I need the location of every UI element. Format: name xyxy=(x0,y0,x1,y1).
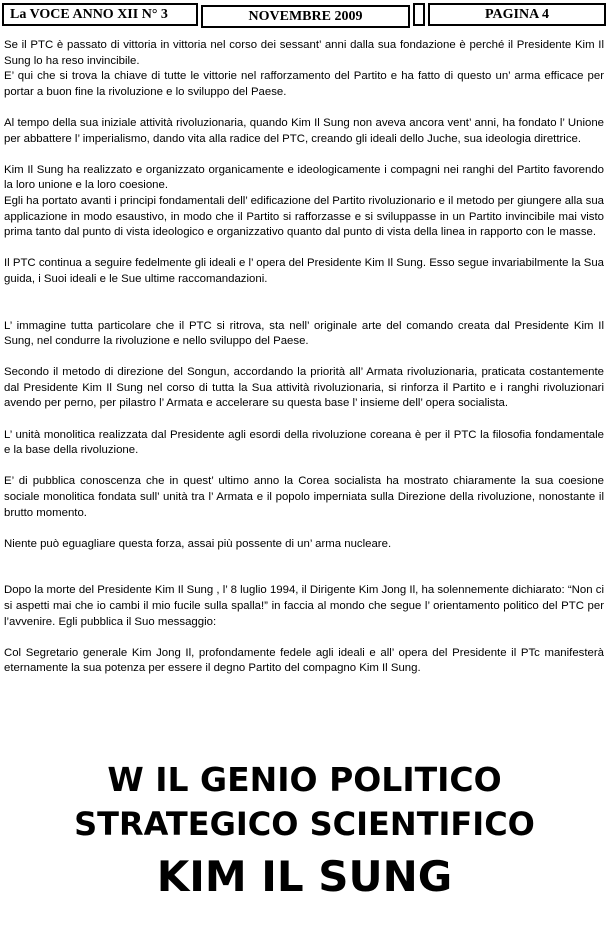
paragraph: Al tempo della sua iniziale attività rivoluzionaria, quando Kim Il Sung non aveva ancora vent’ anni, ha fondato l’ Unione per abbattere l’ imperialismo, dando vita alla radice del PTC, creando gli ideali dello Juche, sua ideologia direttrice. xyxy=(4,116,604,145)
spacer xyxy=(4,241,604,257)
spacer xyxy=(4,100,604,116)
spacer xyxy=(4,552,604,583)
page-number-label: PAGINA 4 xyxy=(428,3,606,26)
paragraph: Il PTC continua a seguire fedelmente gli ideali e l’ opera del Presidente Kim Il Sung. Esso segue invariabilmente la Sua guida, i Suoi ideali e le Sue ultime raccomandazioni. xyxy=(4,257,604,285)
paragraph: L’ immagine tutta particolare che il PTC si ritrova, sta nell’ originale arte del comando creata dal Presidente Kim Il Sung, nel condurre la rivoluzione e nello sviluppo del Paese. xyxy=(4,319,604,348)
date-label: NOVEMBRE 2009 xyxy=(201,5,410,28)
spacer xyxy=(4,459,604,475)
paragraph: Se il PTC è passato di vittoria in vittoria nel corso dei sessant’ anni dalla sua fondazione è perché il Presidente Kim Il Sung lo ha reso invincibile. xyxy=(4,39,604,67)
paragraph: E’ di pubblica conoscenza che in quest’ ultimo anno la Corea socialista ha mostrato chiaramente la sua coesione sociale monolitica fondata sull’ unità tra l’ Armata e il popolo imperniata sulla Direzione della rivoluzione, nonostante il brutto momento. xyxy=(4,475,604,519)
slogan-line-2: STRATEGICO SCIENTIFICO xyxy=(74,805,535,843)
paragraph: L’ unità monolitica realizzata dal Presidente agli esordi della rivoluzione coreana è per il PTC la filosofia fondamentale e la base della rivoluzione. xyxy=(4,428,604,457)
paragraph: Dopo la morte del Presidente Kim Il Sung , l’ 8 luglio 1994, il Dirigente Kim Jong Il, ha solennemente dichiarato: “Non ci si aspetti mai che io cambi il mio fucile sulla spalla!” in faccia al mondo che segue l’ orientamento politico del PTC per l’avvenire. Egli pubblica il Suo messaggio: xyxy=(4,584,604,628)
paragraph: Secondo il metodo di direzione del Songun, accordando la priorità all’ Armata rivoluzionaria, praticata costantemente dal Presidente Kim Il Sung nel corso di tutta la Sua attività rivoluzionaria, si rinforza il Partito e i ranghi rivoluzionari avendo per perno, per pilastro l’ Armata e accelerare su questa base l’ insieme dell’ opera socialista. xyxy=(4,366,604,410)
spacer xyxy=(4,630,604,646)
spacer xyxy=(4,412,604,428)
paragraph: E’ qui che si trova la chiave di tutte le vittorie nel rafforzamento del Partito e ha fatto di questo un’ arma efficace per portar a buon fine la rivoluzione e lo sviluppo del Paese. xyxy=(4,70,604,98)
paragraph: Kim Il Sung ha realizzato e organizzato organicamente e ideologicamente i compagni nei ranghi del Partito favorendo la loro unione e la loro coesione. xyxy=(4,163,604,192)
paragraph: Niente può eguagliare questa forza, assai più possente di un’ arma nucleare. xyxy=(4,537,392,550)
slogan-line-3: KIM IL SUNG xyxy=(156,852,453,901)
spacer xyxy=(4,288,604,319)
paragraph: Col Segretario generale Kim Jong Il, profondamente fedele agli ideali e all’ opera del Presidente il PTc manifesterà eternamente la sua potenza per essere il degno Partito del compagno Kim Il Sung. xyxy=(4,646,604,675)
header-divider-box xyxy=(413,3,425,26)
slogan-line-1: W IL GENIO POLITICO xyxy=(107,760,502,799)
article-body xyxy=(4,38,604,677)
spacer xyxy=(4,521,604,537)
paragraph: Egli ha portato avanti i principi fondamentali dell’ edificazione del Partito rivoluzionario e il metodo per giungere alla sua applicazione in modo esaustivo, in modo che il Partito si rafforzasse e si sviluppasse in un Partito invincibile mai visto prima tanto dal punto di vista ideologico e organizzativo quanto dal punto di vista della linea in rapporto con le masse. xyxy=(4,194,604,239)
spacer xyxy=(4,350,604,366)
spacer xyxy=(4,147,604,163)
issue-label: La VOCE ANNO XII N° 3 xyxy=(2,3,198,26)
